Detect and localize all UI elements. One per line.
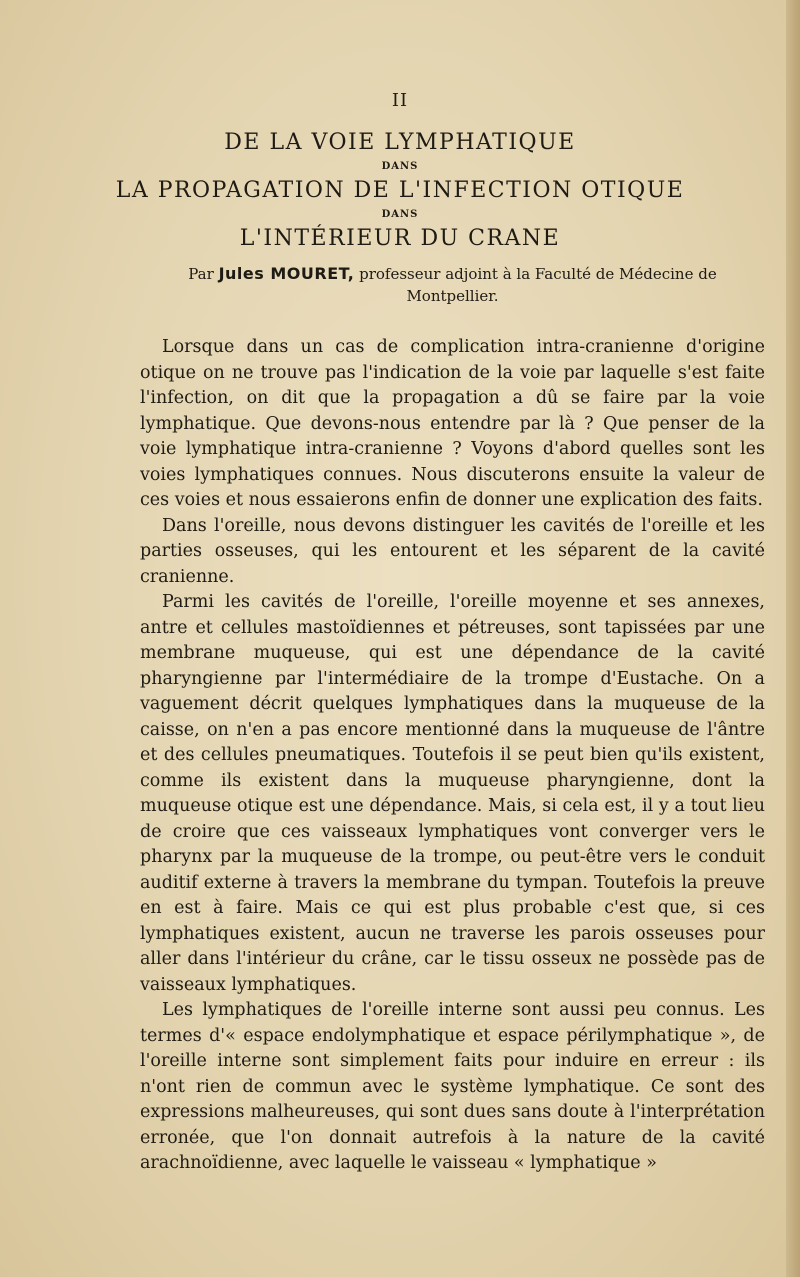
paragraph-4: Les lymphatiques de l'oreille interne sont aussi peu connus. Les termes d'« espace endolymphatique et espace périlymphatique », de l'oreille interne sont simplement faits pour induire en erreur : ils n'ont rien de commun avec le système lymphatique. Ce sont des expressions malheureuses, qui sont dues sans doute à l'interprétation erronée, que l'on donnait autrefois à la nature de la cavité arachnoïdienne, avec laquelle le vaisseau « lymphatique » xyxy=(140,1000,765,1173)
byline xyxy=(140,263,765,307)
paragraph-2: Dans l'oreille, nous devons distinguer les cavités de l'oreille et les parties osseuses, qui les entourent et les séparent de la cavité cranienne. xyxy=(140,515,765,587)
paragraph-3: Parmi les cavités de l'oreille, l'oreille moyenne et ses annexes, antre et cellules mastoïdiennes et pétreuses, sont tapissées par une membrane muqueuse, qui est une dépendance de la cavité pharyngienne par l'intermédiaire de la trompe d'Eustache. On a vaguement décrit quelques lymphatiques dans la muqueuse de la caisse, on n'en a pas encore mentionné dans la muqueuse de l'ântre et des cellules pneumatiques. Toutefois il se peut bien qu'ils existent, comme ils existent dans la muqueuse pharyngienne, dont la muqueuse otique est une dépendance. Mais, si cela est, il y a tout lieu de croire que ces vaisseaux lymphatiques vont converger vers le pharynx par la muqueuse de la trompe, ou peut-être vers le conduit auditif externe à travers la membrane du tympan. Toutefois la preuve en est à faire. Mais ce qui est plus probable c'est que, si ces lymphatiques existent, aucun ne traverse les parois osseuses pour aller dans l'intérieur du crâne, car le tissu osseux ne possède pas de vaisseaux lymphatiques. xyxy=(140,592,765,995)
article-title xyxy=(0,128,800,254)
byline-prefix: Par xyxy=(188,265,214,283)
body-text xyxy=(140,335,765,1177)
title-line-3: L'INTÉRIEUR DU CRANE xyxy=(239,226,561,251)
title-connector-1: DANS xyxy=(381,161,419,172)
paragraph-1: Lorsque dans un cas de complication intra-cranienne d'origine otique on ne trouve pas l'indication de la voie par laquelle s'est faite l'infection, on dit que la propagation a dû se faire par la voie lymphatique. Que devons-nous entendre par là ? Que penser de la voie lymphatique intra-cranienne ? Voyons d'abord quelles sont les voies lymphatiques connues. Nous discuterons ensuite la valeur de ces voies et nous essaierons enfin de donner une explication des faits. xyxy=(140,337,765,510)
author-name: Jules MOURET, xyxy=(218,264,355,283)
page-number: II xyxy=(391,90,409,111)
title-connector-2: DANS xyxy=(381,209,419,220)
title-line-1: DE LA VOIE LYMPHATIQUE xyxy=(224,130,576,155)
author-affiliation: professeur adjoint à la Faculté de Médecine de Montpellier. xyxy=(359,265,717,305)
title-line-2: LA PROPAGATION DE L'INFECTION OTIQUE xyxy=(115,178,685,203)
